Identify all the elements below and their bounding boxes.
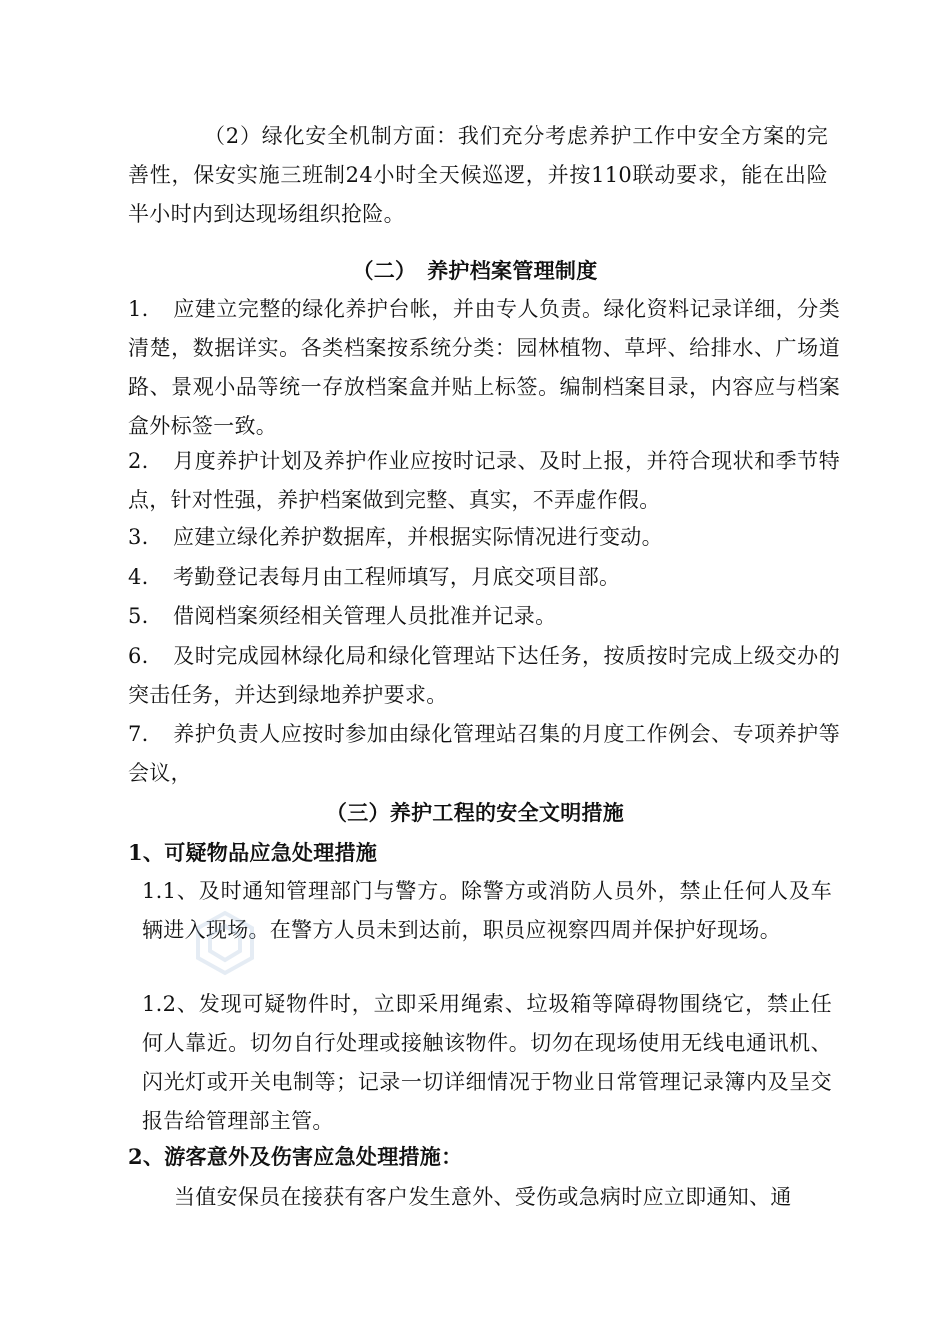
paragraph-suspicious-1-1: 1.1、及时通知管理部门与警方。除警方或消防人员外，禁止任何人及车辆进入现场。在警方人员未到达前，职员应视察四周并保护好现场。 xyxy=(142,879,832,942)
list-item xyxy=(128,715,840,793)
list-item-number: 1. xyxy=(128,297,149,321)
list-item-text: 借阅档案须经相关管理人员批准并记录。 xyxy=(173,604,557,628)
subheading-visitor-accident: 2、游客意外及伤害应急处理措施： xyxy=(128,1144,463,1169)
section-heading-archive: （二） 养护档案管理制度 xyxy=(352,258,598,283)
list-item-number: 3. xyxy=(128,525,149,549)
list-item xyxy=(128,518,840,557)
list-item-text: 及时完成园林绿化局和绿化管理站下达任务，按质按时完成上级交办的突击任务，并达到绿地养护要求。 xyxy=(128,644,840,707)
paragraph-safety-mechanism: （2）绿化安全机制方面：我们充分考虑养护工作中安全方案的完善性，保安实施三班制24小时全天候巡逻，并按110联动要求，能在出险半小时内到达现场组织抢险。 xyxy=(128,124,828,226)
list-item xyxy=(128,558,840,597)
list-item-number: 4. xyxy=(128,565,149,589)
watermark-icon xyxy=(190,908,260,978)
list-item-number: 6. xyxy=(128,644,149,668)
paragraph-visitor-1: 当值安保员在接获有客户发生意外、受伤或急病时应立即通知、通 xyxy=(174,1185,792,1209)
section-heading-safety: （三）养护工程的安全文明措施 xyxy=(325,800,625,825)
list-item-text: 应建立完整的绿化养护台帐，并由专人负责。绿化资料记录详细，分类清楚，数据详实。各类档案按系统分类：园林植物、草坪、给排水、广场道路、景观小品等统一存放档案盒并贴上标签。编制档案目录，内容应与档案盒外标签一致。 xyxy=(128,297,840,438)
list-item xyxy=(128,637,840,715)
list-item-number: 7. xyxy=(128,722,149,746)
list-item-number: 5. xyxy=(128,604,149,628)
list-item-text: 应建立绿化养护数据库，并根据实际情况进行变动。 xyxy=(173,525,663,549)
list-item-number: 2. xyxy=(128,449,149,473)
list-item-text: 月度养护计划及养护作业应按时记录、及时上报，并符合现状和季节特点，针对性强，养护档案做到完整、真实，不弄虚作假。 xyxy=(128,449,840,512)
paragraph-suspicious-1-2: 1.2、发现可疑物件时，立即采用绳索、垃圾箱等障碍物围绕它，禁止任何人靠近。切勿自行处理或接触该物件。切勿在现场使用无线电通讯机、闪光灯或开关电制等；记录一切详细情况于物业日常管理记录簿内及呈交报告给管理部主管。 xyxy=(142,992,832,1133)
list-item xyxy=(128,597,840,636)
list-item xyxy=(128,442,840,520)
subheading-suspicious-items: 1、可疑物品应急处理措施 xyxy=(128,840,378,865)
list-item-text: 养护负责人应按时参加由绿化管理站召集的月度工作例会、专项养护等会议， xyxy=(128,722,840,785)
list-item xyxy=(128,290,840,446)
list-item-text: 考勤登记表每月由工程师填写，月底交项目部。 xyxy=(173,565,621,589)
